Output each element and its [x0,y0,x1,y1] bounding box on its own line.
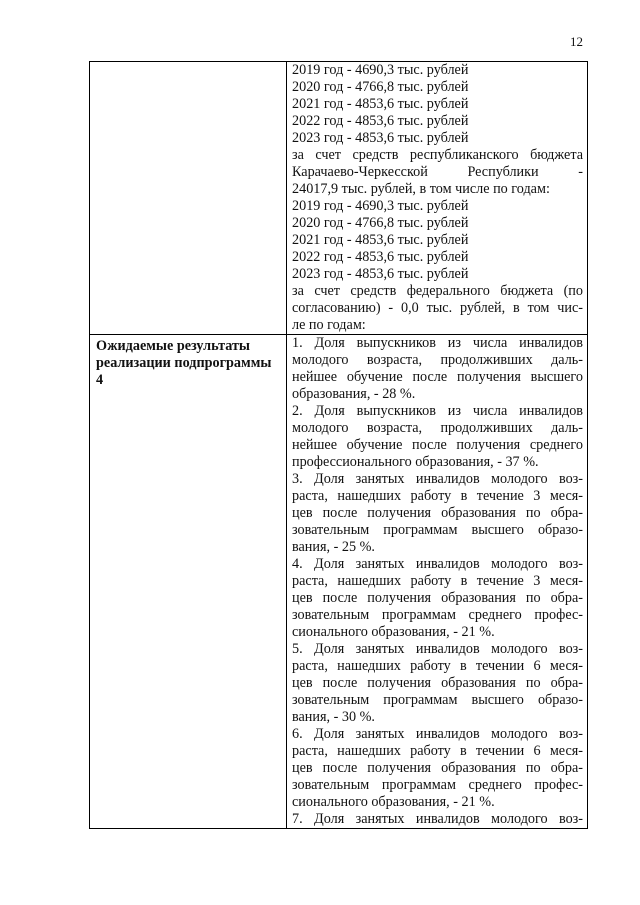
result-item-text-line: 1. Доля выпускников из числа инвалидов [292,335,583,351]
result-item-text-line: 6. Доля занятых инвалидов молодого воз- [292,726,583,742]
result-item-text-line: вания, - 25 %. [292,539,375,555]
result-item [292,335,583,403]
page-number: 12 [570,34,583,49]
result-item-text-line: нейшее обучение после получения высшего [292,369,583,385]
result-item [292,811,583,828]
funding-text-line: 2021 год - 4853,6 тыс. рублей [292,96,469,112]
result-item-text-line: 4. Доля занятых инвалидов молодого воз- [292,556,583,572]
funding-text-line: 2021 год - 4853,6 тыс. рублей [292,232,469,248]
funding-row [90,62,588,335]
funding-text-line: 2023 год - 4853,6 тыс. рублей [292,130,469,146]
funding-text-line: 2020 год - 4766,8 тыс. рублей [292,215,469,231]
funding-text-line: Карачаево-Черкесской Республики - [292,164,583,180]
funding-text-line: 2023 год - 4853,6 тыс. рублей [292,266,469,282]
result-item-text-line: 5. Доля занятых инвалидов молодого воз- [292,641,583,657]
funding-text-line: 2019 год - 4690,3 тыс. рублей [292,198,469,214]
result-item-text-line: зовательным программам среднего профес- [292,607,583,623]
result-item-text-line: зовательным программам высшего образо- [292,692,583,708]
result-item-text-line: зовательным программам высшего образо- [292,522,583,538]
result-item-text-line: молодого возраста, продолживших даль- [292,352,583,368]
funding-text-line: 2022 год - 4853,6 тыс. рублей [292,113,469,129]
result-item [292,403,583,471]
result-item [292,471,583,556]
result-item-text-line: профессионального образования, - 37 %. [292,454,539,470]
program-passport-table [89,61,588,829]
result-item-text-line: раста, нашедших работу в течении 6 меся- [292,743,583,759]
result-item-text-line: вания, - 30 %. [292,709,375,725]
result-item-text-line: нейшее обучение после получения среднего [292,437,583,453]
funding-value-cell [287,62,588,335]
result-item-text-line: сионального образования, - 21 %. [292,794,495,810]
result-item-text-line: молодого возраста, продолживших даль- [292,420,583,436]
result-item-text-line: сионального образования, - 21 %. [292,624,495,640]
result-item-text-line: цев после получения образования по обра- [292,590,583,606]
funding-text-line: ле по годам: [292,317,366,333]
result-item [292,726,583,811]
results-list [287,335,587,828]
result-item-text-line: цев после получения образования по обра- [292,760,583,776]
results-value-cell [287,335,588,829]
result-item-text-line: раста, нашедших работу в течении 6 меся- [292,658,583,674]
result-item-text-line: цев после получения образования по обра- [292,505,583,521]
funding-text-line: 2022 год - 4853,6 тыс. рублей [292,249,469,265]
results-label-cell [90,335,287,829]
result-item-text-line: 7. Доля занятых инвалидов молодого воз- [292,811,583,827]
funding-text-line: за счет средств республиканского бюджета [292,147,583,163]
result-item [292,641,583,726]
result-item-text-line: цев после получения образования по обра- [292,675,583,691]
result-item-text-line: зовательным программам среднего профес- [292,777,583,793]
result-item-text-line: раста, нашедших работу в течение 3 меся- [292,488,583,504]
result-item-text-line: раста, нашедших работу в течение 3 меся- [292,573,583,589]
funding-text-line: 24017,9 тыс. рублей, в том числе по годам: [292,181,550,197]
funding-text-line: за счет средств федерального бюджета (по [292,283,583,299]
results-row [90,335,588,829]
result-item-text-line: образования, - 28 %. [292,386,416,402]
funding-text-line: 2020 год - 4766,8 тыс. рублей [292,79,469,95]
funding-label-cell [90,62,287,335]
result-item-text-line: 3. Доля занятых инвалидов молодого воз- [292,471,583,487]
results-label: Ожидаемые результаты реализации подпрограммы 4 [96,338,272,388]
funding-text-line: 2019 год - 4690,3 тыс. рублей [292,62,469,78]
result-item-text-line: 2. Доля выпускников из числа инвалидов [292,403,583,419]
funding-lines [287,62,587,334]
result-item [292,556,583,641]
funding-text-line: согласованию) - 0,0 тыс. рублей, в том чис- [292,300,583,316]
